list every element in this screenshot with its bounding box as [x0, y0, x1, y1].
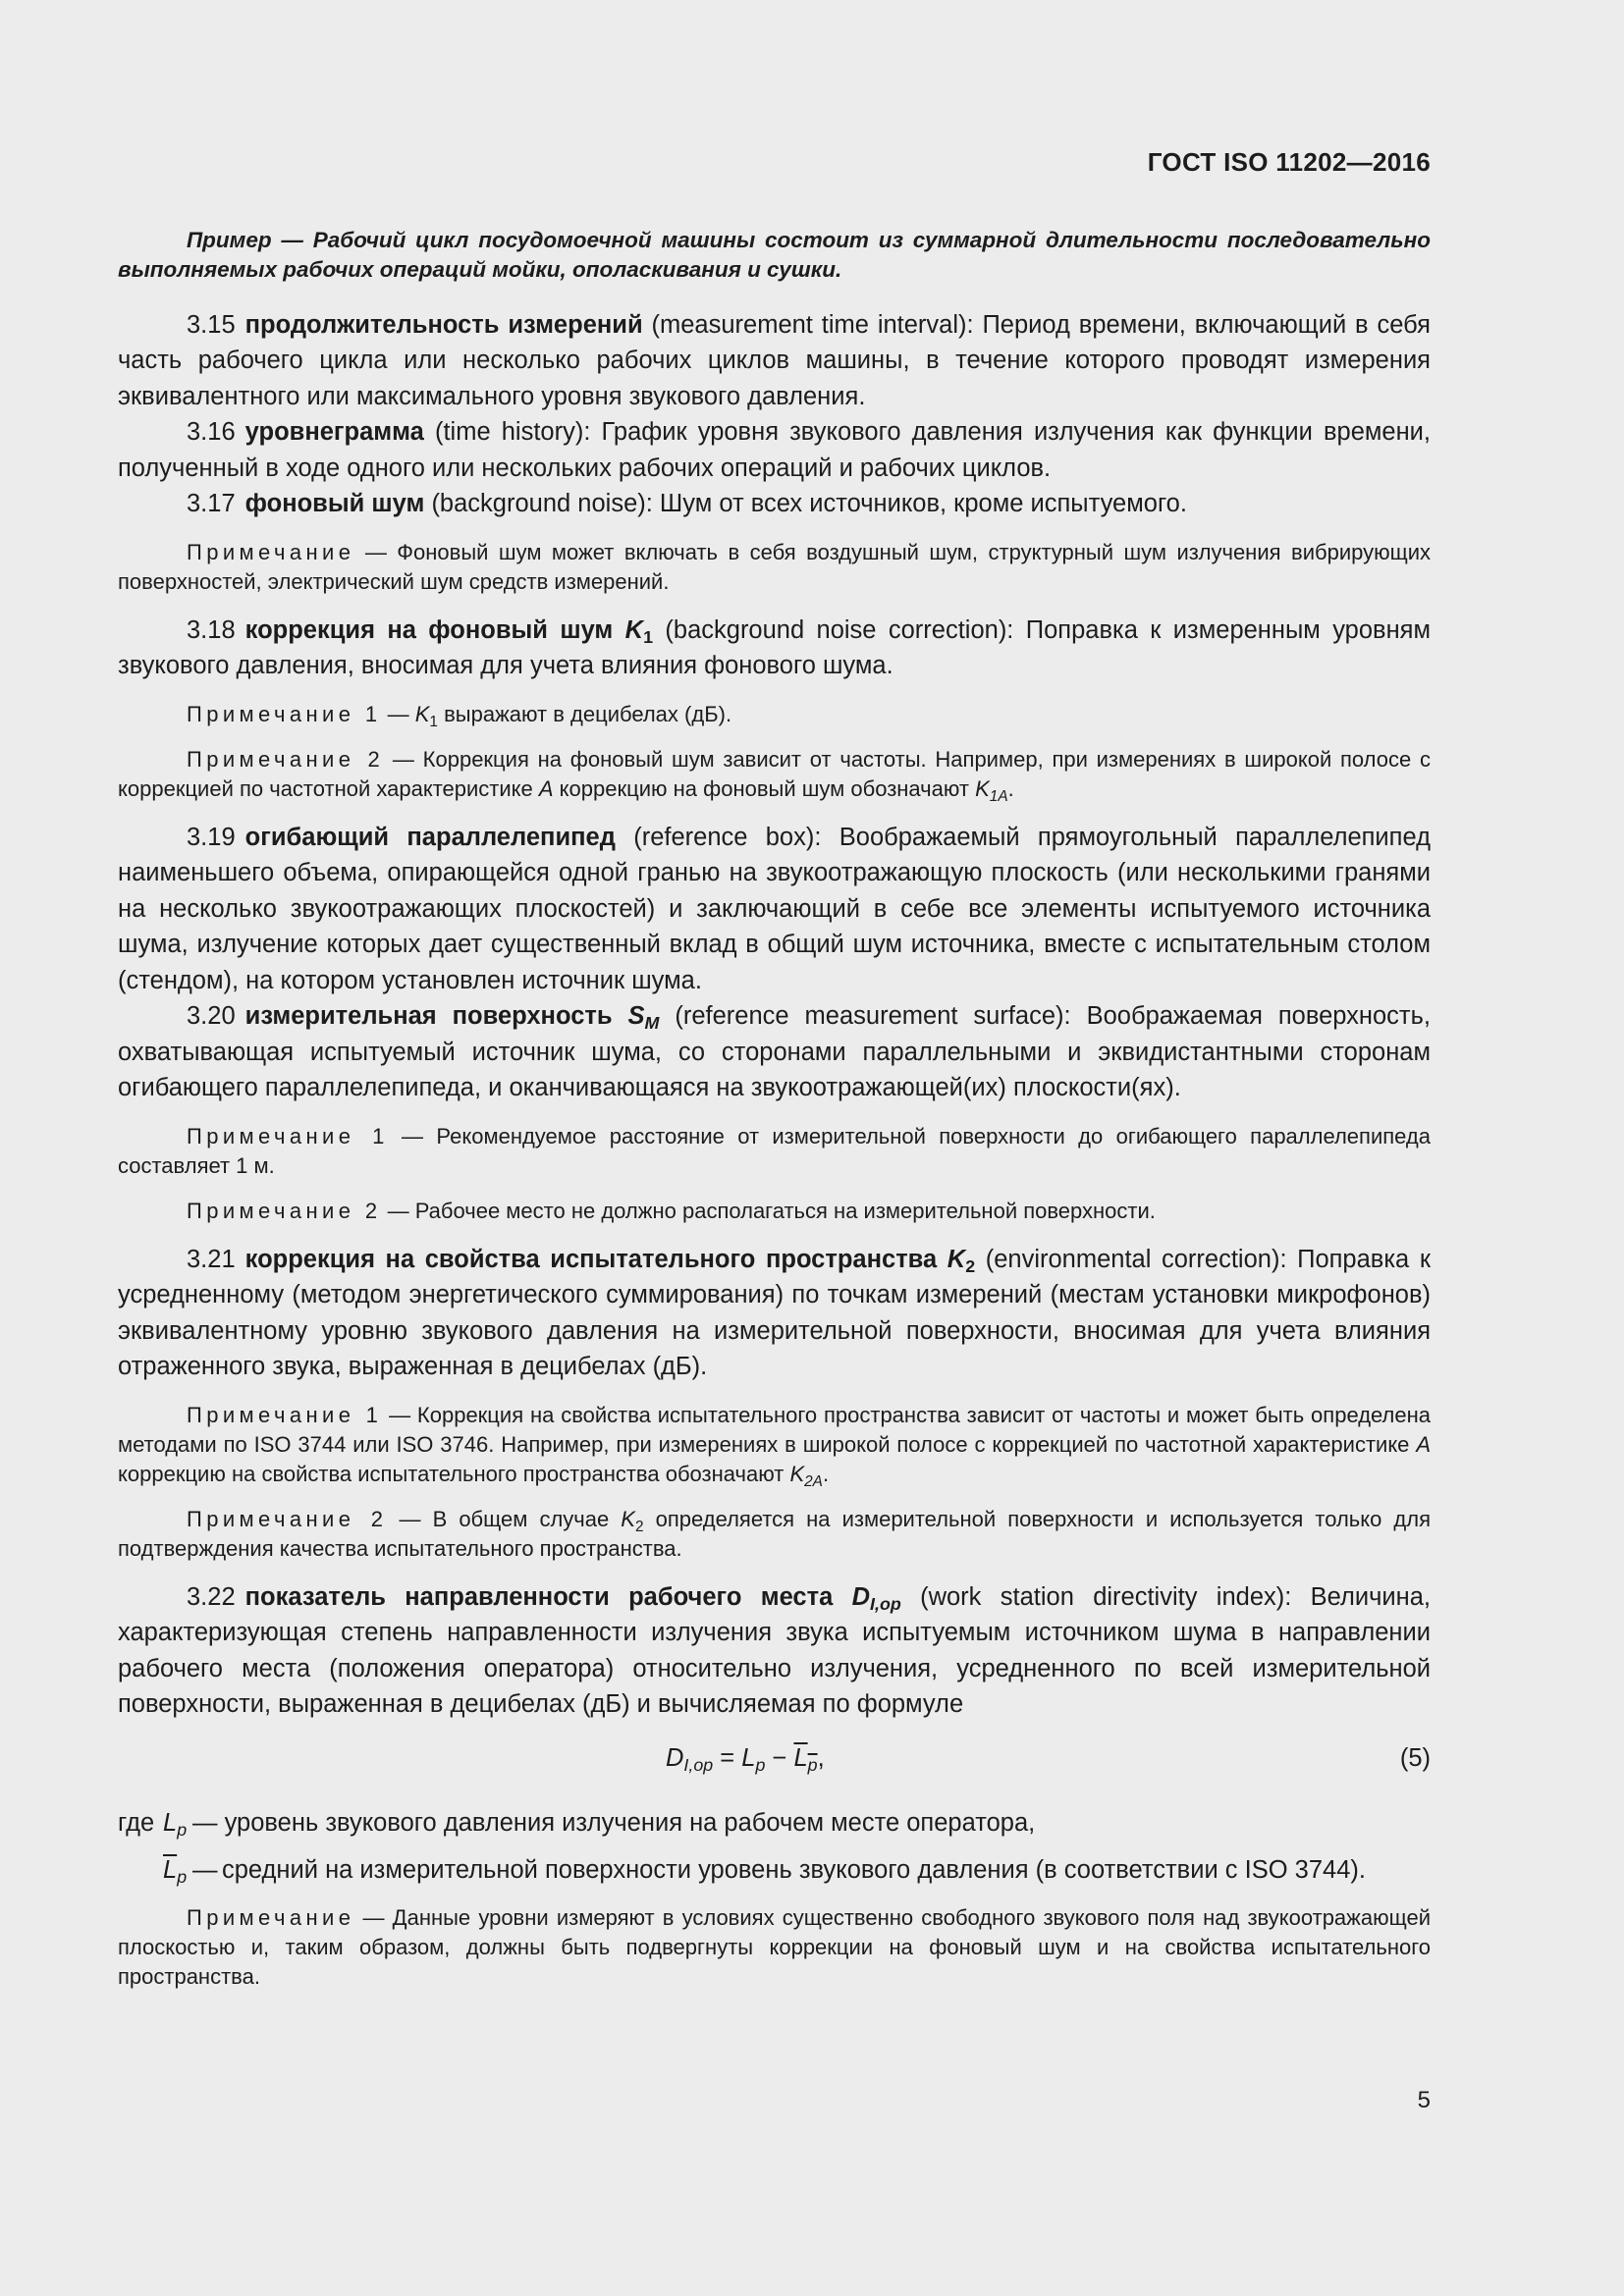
note-dash: —	[381, 701, 415, 726]
symbol-a: A	[538, 775, 554, 801]
where-definition	[192, 1852, 1431, 1888]
formula-symbol: L	[793, 1743, 808, 1772]
term-number: 3.17	[187, 490, 236, 517]
note-label: Примечание	[187, 1904, 355, 1930]
term-title: коррекция на фоновый шум	[244, 615, 614, 644]
term-number: 3.19	[187, 823, 236, 851]
where-prefix: где	[118, 1808, 155, 1837]
formula-subscript: p	[755, 1754, 766, 1775]
formula-symbol: D	[666, 1743, 684, 1772]
symbol: K	[947, 1245, 966, 1273]
symbol: L	[163, 1808, 178, 1837]
symbol-subscript: 1	[643, 626, 654, 647]
note-text: — Коррекция на свойства испытательного пространства зависит от частоты и может быть определена методами по ISO 3744 или ISO 3746. Например, при измерениях в широкой полосе с коррекцией по частотной характеристике	[118, 1402, 1431, 1457]
term-title: коррекция на свойства испытательного пространства	[244, 1245, 938, 1273]
term-3-18	[118, 613, 1431, 684]
where-dash: —	[192, 1808, 218, 1837]
where-symbol	[163, 1852, 192, 1888]
document-header: ГОСТ ISO 11202—2016	[1147, 147, 1431, 177]
where-dash: —	[192, 1855, 218, 1884]
symbol-a: A	[1416, 1431, 1431, 1457]
symbol: K	[789, 1461, 805, 1486]
formula	[666, 1744, 825, 1773]
note-text: выражают в децибелах (дБ).	[437, 701, 732, 726]
note-text: — Фоновый шум может включать в себя воздушный шум, структурный шум излучения вибрирующих поверхностей, электрический шум средств измерений.	[118, 539, 1431, 594]
formula-row	[118, 1736, 1431, 1788]
note-text: — Рекомендуемое расстояние от измерительной поверхности до огибающего параллелепипеда составляет 1 м.	[118, 1123, 1431, 1178]
where-text: средний на измерительной поверхности уровень звукового давления (в соответствии с ISO 3744).	[222, 1855, 1366, 1884]
term-number: 3.18	[187, 615, 236, 644]
term-definition: (background noise correction): Поправка к измеренным уровням звукового давления, вносимая для учета влияния фонового шума.	[118, 615, 1431, 679]
page-body	[118, 147, 1431, 1992]
note-label: Примечание 1	[187, 1123, 389, 1148]
term-title: продолжительность измерений	[244, 310, 643, 339]
note-text: — Рабочее место не должно располагаться на измерительной поверхности.	[381, 1198, 1156, 1223]
note-3-18-2	[118, 745, 1431, 804]
term-number: 3.22	[187, 1582, 236, 1611]
term-3-22	[118, 1579, 1431, 1723]
where-text: уровень звукового давления излучения на рабочем месте оператора,	[224, 1808, 1036, 1837]
symbol-overline	[163, 1856, 177, 1884]
symbol: K	[624, 615, 644, 644]
note-3-21-2	[118, 1505, 1431, 1564]
note-3-17	[118, 538, 1431, 597]
term-title: измерительная поверхность	[244, 1002, 613, 1030]
term-number: 3.15	[187, 310, 236, 339]
symbol-subscript: p	[177, 1819, 188, 1840]
term-3-17	[118, 486, 1431, 522]
term-number: 3.21	[187, 1245, 236, 1273]
symbol: D	[851, 1582, 871, 1611]
note-text: коррекцию на свойства испытательного пространства обозначают	[118, 1461, 790, 1486]
term-3-20	[118, 998, 1431, 1106]
term-definition: (time history): График уровня звукового давления излучения как функции времени, полученный в ходе одного или нескольких рабочих операций и рабочих циклов.	[118, 418, 1431, 482]
note-text: — Данные уровни измеряют в условиях существенно свободного звукового поля над звукоотражающей плоскостью и, таким образом, должны быть подвергнуты коррекции на фоновый шум и на свойства испытательного пространства.	[118, 1904, 1431, 1989]
symbol: S	[627, 1002, 645, 1030]
symbol-subscript: M	[644, 1013, 660, 1033]
note-3-20-1	[118, 1122, 1431, 1181]
note-text: — В общем случае	[387, 1506, 622, 1531]
symbol-subscript: 2A	[804, 1472, 823, 1490]
term-3-21	[118, 1242, 1431, 1385]
where-symbol	[163, 1805, 192, 1841]
punctuation: .	[1007, 775, 1014, 801]
note-label: Примечание 1	[187, 701, 382, 726]
symbol: K	[414, 701, 430, 726]
note-text: определяется на измерительной поверхности и используется только для подтверждения качества испытательного пространства.	[118, 1506, 1431, 1561]
term-definition: (background noise): Шум от всех источников, кроме испытуемого.	[424, 490, 1187, 517]
note-label: Примечание	[187, 539, 355, 564]
symbol: K	[621, 1506, 635, 1531]
symbol: $\overline{L}$	[163, 1855, 178, 1884]
formula-overline	[793, 1743, 818, 1775]
example-text: Пример — Рабочий цикл посудомоечной машины состоит из суммарной длительности последовательно выполняемых рабочих операций мойки, ополаскивания и сушки.	[118, 228, 1431, 282]
term-definition: (reference box): Воображаемый прямоугольный параллелепипед наименьшего объема, опирающейся одной гранью на звукоотражающую плоскость (или несколькими гранями на несколько звукоотражающих плоскостей) и заключающий в себе все элементы испытуемого источника шума, излучение которых дает существенный вклад в общий шум источника, вместе с испытательным столом (стендом), на котором установлен источник шума.	[118, 823, 1431, 994]
where-list	[118, 1805, 1431, 1888]
formula-minus: −	[765, 1743, 794, 1772]
formula-symbol: L	[741, 1743, 756, 1772]
symbol-subscript: 2	[965, 1255, 976, 1276]
term-definition: (work station directivity index): Величина, характеризующая степень направленности излучения звука испытуемым источником шума в направлении рабочего места (положения оператора) относительно излучения, усредненного по всей измерительной поверхности, выраженная в децибелах (дБ) и вычисляемая по формуле	[118, 1582, 1431, 1718]
formula-comma: ,	[817, 1743, 825, 1772]
symbol: K	[975, 775, 990, 801]
formula-equals: =	[713, 1743, 742, 1772]
symbol-subscript: 2	[634, 1518, 644, 1535]
term-number: 3.20	[187, 1002, 236, 1030]
term-title: показатель направленности рабочего места	[244, 1582, 834, 1611]
term-title: фоновый шум	[244, 490, 425, 517]
where-definition	[192, 1805, 1431, 1841]
formula-subscript: I,op	[683, 1754, 714, 1775]
note-text: — Коррекция на фоновый шум зависит от частоты. Например, при измерениях в широкой полосе с коррекцией по частотной характеристике	[118, 746, 1431, 801]
symbol-subscript: 1	[429, 713, 438, 730]
term-definition: (measurement time interval): Период времени, включающий в себя часть рабочего цикла или несколько рабочих циклов машины, в течение которого проводят измерения эквивалентного или максимального уровня звукового давления.	[118, 310, 1431, 410]
page-number: 5	[1417, 2087, 1431, 2113]
formula-subscript: p	[807, 1754, 818, 1775]
note-3-20-2	[118, 1197, 1431, 1226]
term-title: огибающий параллелепипед	[244, 823, 616, 851]
term-3-19	[118, 820, 1431, 999]
symbol-subscript: p	[177, 1866, 188, 1887]
note-label: Примечание 1	[187, 1402, 383, 1427]
where-spacer	[118, 1841, 163, 1888]
note-label: Примечание 2	[187, 1506, 388, 1531]
term-3-16	[118, 414, 1431, 486]
term-title: уровнеграмма	[244, 418, 424, 446]
punctuation: .	[822, 1461, 830, 1486]
note-label: Примечание 2	[187, 1198, 382, 1223]
symbol-subscript: 1A	[989, 787, 1008, 805]
note-3-21-1	[118, 1401, 1431, 1489]
symbol-subscript: I,op	[870, 1593, 901, 1614]
formula-number: (5)	[1399, 1743, 1431, 1772]
term-definition: (reference measurement surface): Воображаемая поверхность, охватывающая испытуемый источник шума, со сторонами параллельными и эквидистантными сторонам огибающего параллелепипеда, и оканчивающаяся на звукоотражающей(их) плоскости(ях).	[118, 1002, 1431, 1101]
note-3-18-1	[118, 700, 1431, 729]
term-definition: (environmental correction): Поправка к усредненному (методом энергетического суммирования) по точкам измерений (местам установки микрофонов) эквивалентному уровню звукового давления на измерительной поверхности, вносимая для учета влияния отраженного звука, выраженная в децибелах (дБ).	[118, 1245, 1431, 1380]
note-label: Примечание 2	[187, 746, 385, 772]
term-3-15	[118, 307, 1431, 415]
term-number: 3.16	[187, 418, 236, 446]
note-3-22	[118, 1903, 1431, 1992]
note-text: коррекцию на фоновый шум обозначают	[553, 775, 976, 801]
